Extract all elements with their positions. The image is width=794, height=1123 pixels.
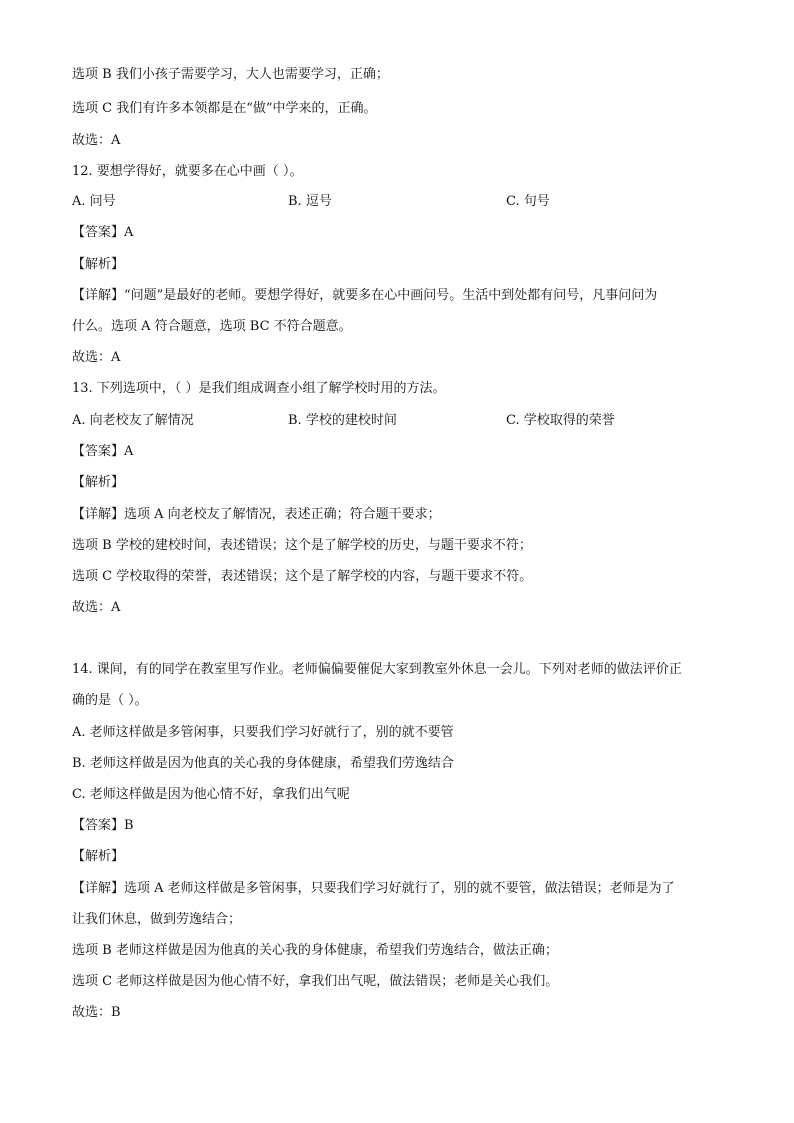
q12-option-b: B. 逗号 [288,194,332,209]
q12-conclusion: 故选：A [72,350,121,365]
q14-option-a: A. 老师这样做是多管闲事，只要我们学习好就行了，别的就不要管 [72,725,454,740]
q13-answer: 【答案】A [72,444,134,459]
q14-detail-line-4: 选项 C 老师这样做是因为他心情不好，拿我们出气呢，做法错误；老师是关心我们。 [72,974,559,989]
q14-stem-line-2: 确的是（ ）。 [72,693,148,708]
q11-conclusion: 故选：A [72,133,121,148]
q12-stem: 12. 要想学得好，就要多在心中画（ ）。 [72,164,303,179]
q13-detail-line-1: 【详解】选项 A 向老校友了解情况，表述正确；符合题干要求； [72,507,441,522]
q13-analysis-heading: 【解析】 [72,475,125,490]
q14-stem-line-1: 14. 课间，有的同学在教室里写作业。老师偏偏要催促大家到教室外休息一会儿。下列对老师的做法评价正 [72,662,682,677]
q14-detail-line-3: 选项 B 老师这样做是因为他真的关心我的身体健康，希望我们劳逸结合，做法正确； [72,943,558,958]
q12-answer: 【答案】A [72,225,134,240]
q11-option-b-explanation: 选项 B 我们小孩子需要学习，大人也需要学习，正确； [72,67,389,82]
q14-detail-line-1: 【详解】选项 A 老师这样做是多管闲事，只要我们学习好就行了，别的就不要管，做法错误；老师是为了 [72,881,675,896]
q13-conclusion: 故选：A [72,600,121,615]
q12-detail-line-1: 【详解】“问题”是最好的老师。要想学得好，就要多在心中画问号。生活中到处都有问号，凡事问问为 [72,288,658,303]
q12-detail-line-2: 什么。选项 A 符合题意，选项 BC 不符合题意。 [72,319,352,334]
q13-option-a: A. 向老校友了解情况 [72,413,194,428]
q12-option-a: A. 问号 [72,194,116,209]
q14-conclusion: 故选：B [72,1005,121,1020]
q13-option-b: B. 学校的建校时间 [288,413,397,428]
q12-analysis-heading: 【解析】 [72,257,125,272]
q11-option-c-explanation: 选项 C 我们有许多本领都是在“做”中学来的，正确。 [72,101,377,116]
q13-detail-line-3: 选项 C 学校取得的荣誉，表述错误；这个是了解学校的内容，与题干要求不符。 [72,569,533,584]
q13-option-c: C. 学校取得的荣誉 [506,413,615,428]
q14-analysis-heading: 【解析】 [72,849,125,864]
q14-answer: 【答案】B [72,818,134,833]
q13-detail-line-2: 选项 B 学校的建校时间，表述错误；这个是了解学校的历史，与题干要求不符； [72,538,532,553]
q13-stem: 13. 下列选项中，（ ）是我们组成调查小组了解学校时用的方法。 [72,381,446,396]
q14-option-c: C. 老师这样做是因为他心情不好，拿我们出气呢 [72,787,350,802]
q14-option-b: B. 老师这样做是因为他真的关心我的身体健康，希望我们劳逸结合 [72,756,454,771]
q14-detail-line-2: 让我们休息，做到劳逸结合； [72,912,242,927]
q12-option-c: C. 句号 [506,194,550,209]
